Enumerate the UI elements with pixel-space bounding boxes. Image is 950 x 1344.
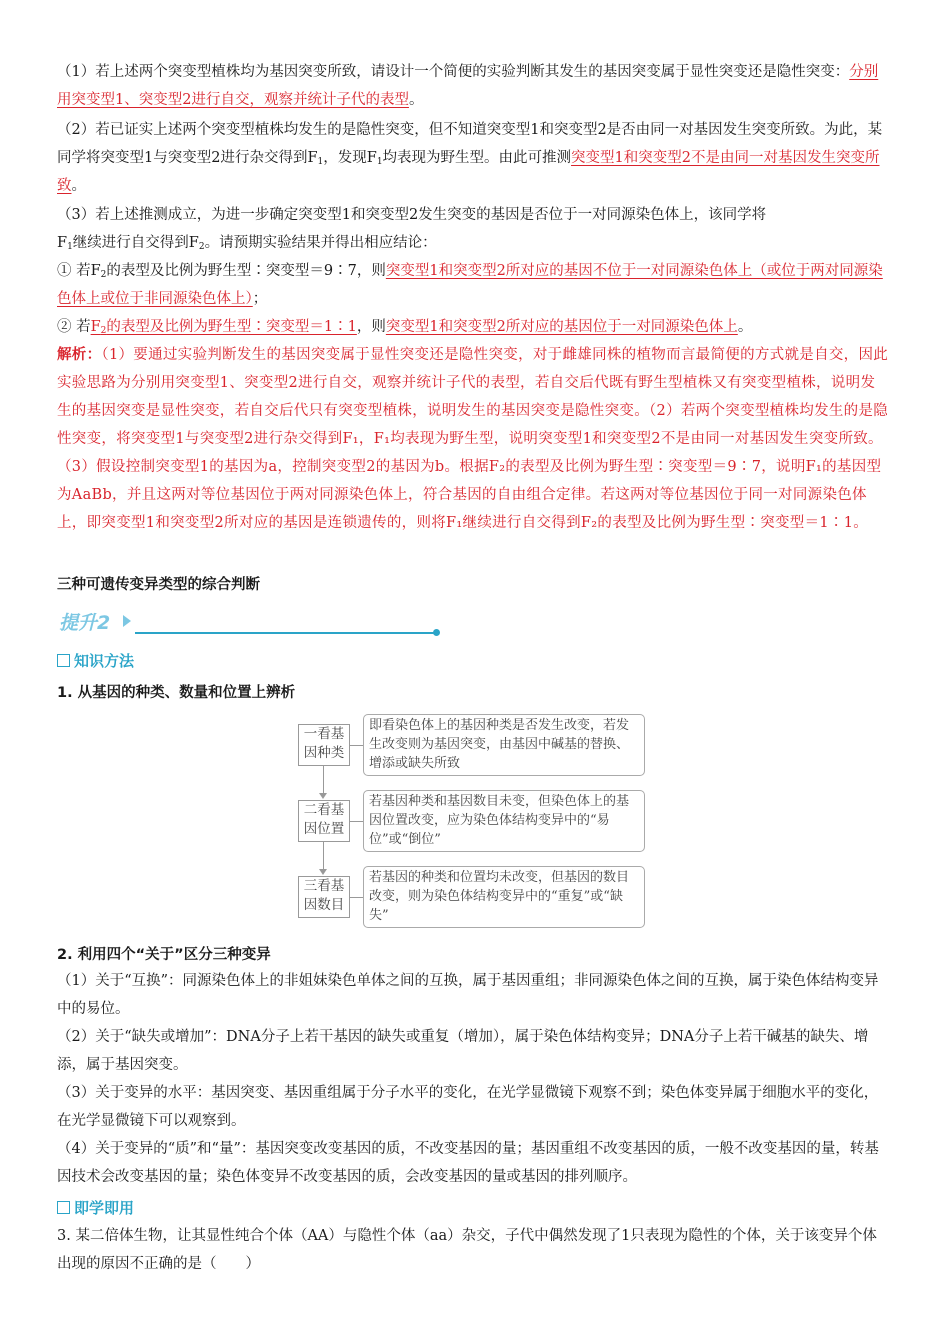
triangle-icon: [123, 615, 131, 627]
flow-left-2: 二看基因位置: [298, 800, 350, 842]
flow-right-1: 即看染色体上的基因种类是否发生改变，若发生改变则为基因突变，由基因中碱基的替换、增添或缺失所致: [363, 714, 645, 776]
flow-diagram: [296, 714, 656, 930]
knowledge-heading: 知识方法: [57, 650, 134, 671]
arrow-down-icon: [319, 869, 327, 875]
flow-right-2: 若基因种类和基因数目未变，但染色体上的基因位置改变，应为染色体结构变异中的“易位”或“倒位”: [363, 790, 645, 852]
dot-icon: [433, 629, 440, 636]
question-2: （2）若已证实上述两个突变型植株均发生的是隐性突变，但不知道突变型1和突变型2是否由同一对基因发生突变所致。为此，某同学将突变型1与突变型2进行杂交得到$F_1$，发现$F_1$均表现为野生型。由此可推测突变型1和突变型2不是由同一对基因发生突变所致。: [57, 122, 883, 194]
flow-left-1: 一看基因种类: [298, 724, 350, 766]
arrow-down-icon: [319, 793, 327, 799]
answer-1: 分别用突变型1、突变型2进行自交，观察并统计子代的表型: [57, 64, 879, 108]
points-list: [57, 967, 889, 1191]
practice-heading: 即学即用: [57, 1197, 134, 1218]
point-item: （2）关于“缺失或增加”：DNA分子上若干基因的缺失或重复（增加），属于染色体结构变异；DNA分子上若干碱基的缺失、增添，属于基因突变。: [57, 1029, 869, 1073]
flow-right-3: 若基因的种类和位置均未改变，但基因的数目改变，则为染色体结构变异中的“重复”或“缺失”: [363, 866, 645, 928]
analysis-text: （1）要通过实验判断发生的基因突变属于显性突变还是隐性突变，对于雌雄同株的植物而言最简便的方式就是自交，因此实验思路为分别用突变型1、突变型2进行自交，观察并统计子代的表型，若自交后代既有野生型植株又有突变型植株，说明发生的基因突变是显性突变，若自交后代只有突变型植株，说明发生的基因突变是隐性突变。（2）若两个突变型植株均发生的是隐性突变，将突变型1与突变型2进行杂交得到F₁，F₁均表现为野生型，说明突变型1和突变型2不是由同一对基因发生突变所致。（3）假设控制突变型1的基因为a，控制突变型2的基因为b。根据F₂的表型及比例为野生型∶突变型＝9∶7，说明F₁的基因型为AaBb，并且这两对等位基因位于两对同源染色体上，符合基因的自由组合定律。若这两对等位基因位于同一对同源染色体上，即突变型1和突变型2所对应的基因是连锁遗传的，则将F₁继续进行自交得到F₂的表型及比例为野生型∶突变型＝1∶1。: [57, 347, 889, 531]
checkbox-icon: [57, 1201, 70, 1214]
answer-3a: 突变型1和突变型2所对应的基因不位于一对同源染色体上（或位于两对同源染色体上或位于非同源染色体上）: [57, 263, 883, 307]
analysis: [57, 341, 889, 537]
question-1: （1）若上述两个突变型植株均为基因突变所致，请设计一个简便的实验判断其发生的基因突变属于显性突变还是隐性突变：分别用突变型1、突变型2进行自交，观察并统计子代的表型。: [57, 64, 879, 108]
flow-left-3: 三看基因数目: [298, 876, 350, 918]
question-3: （3）若上述推测成立，为进一步确定突变型1和突变型2发生突变的基因是否位于一对同源染色体上，该同学将 $F_1$继续进行自交得到$F_2$。请预期实验结果并得出相应结论： ① 若$F_2$的表型及比例为野生型∶突变型＝9∶7，则突变型1和突变型2所对应的基因不位于一对同源染色体上（或位于两对同源染色体上或位于非同源染色体上）； ② 若$F_2$的表型及比例为野生型∶突变型＝1∶1，则突变型1和突变型2所对应的基因位于一对同源染色体上。: [57, 201, 889, 341]
conclusion-1: ① 若$F_2$的表型及比例为野生型∶突变型＝9∶7，则突变型1和突变型2所对应的基因不位于一对同源染色体上（或位于两对同源染色体上或位于非同源染色体上）；: [57, 263, 883, 307]
analysis-label: 解析：: [57, 347, 102, 363]
point-1-title: 1. 从基因的种类、数量和位置上辨析: [57, 685, 296, 701]
answer-3c: 突变型1和突变型2所对应的基因位于一对同源染色体上: [385, 319, 738, 335]
point-item: （3）关于变异的水平：基因突变、基因重组属于分子水平的变化，在光学显微镜下观察不到；染色体变异属于细胞水平的变化，在光学显微镜下可以观察到。: [57, 1085, 879, 1129]
point-2-title: 2. 利用四个“关于”区分三种变异: [57, 947, 271, 963]
answer-3b: $F_2$的表型及比例为野生型∶突变型＝1∶1: [90, 319, 357, 336]
conclusion-2: ② 若$F_2$的表型及比例为野生型∶突变型＝1∶1，则突变型1和突变型2所对应的基因位于一对同源染色体上。: [57, 319, 753, 336]
point-item: （4）关于变异的“质”和“量”：基因突变改变基因的质，不改变基因的量；基因重组不改变基因的质，一般不改变基因的量，转基因技术会改变基因的量；染色体变异不改变基因的质，会改变基因的量或基因的排列顺序。: [57, 1141, 879, 1185]
level-badge: 提升2: [57, 608, 447, 638]
section-title: 三种可遗传变异类型的综合判断: [57, 577, 260, 593]
answer-2: 突变型1和突变型2不是由同一对基因发生突变所致: [57, 150, 880, 194]
checkbox-icon: [57, 654, 70, 667]
point-item: （1）关于“互换”：同源染色体上的非姐妹染色单体之间的互换，属于基因重组；非同源染色体之间的互换，属于染色体结构变异中的易位。: [57, 973, 879, 1017]
question-final: 3. 某二倍体生物，让其显性纯合个体（AA）与隐性个体（aa）杂交，子代中偶然发现了1只表现为隐性的个体，关于该变异个体出现的原因不正确的是（ ）: [57, 1228, 877, 1272]
